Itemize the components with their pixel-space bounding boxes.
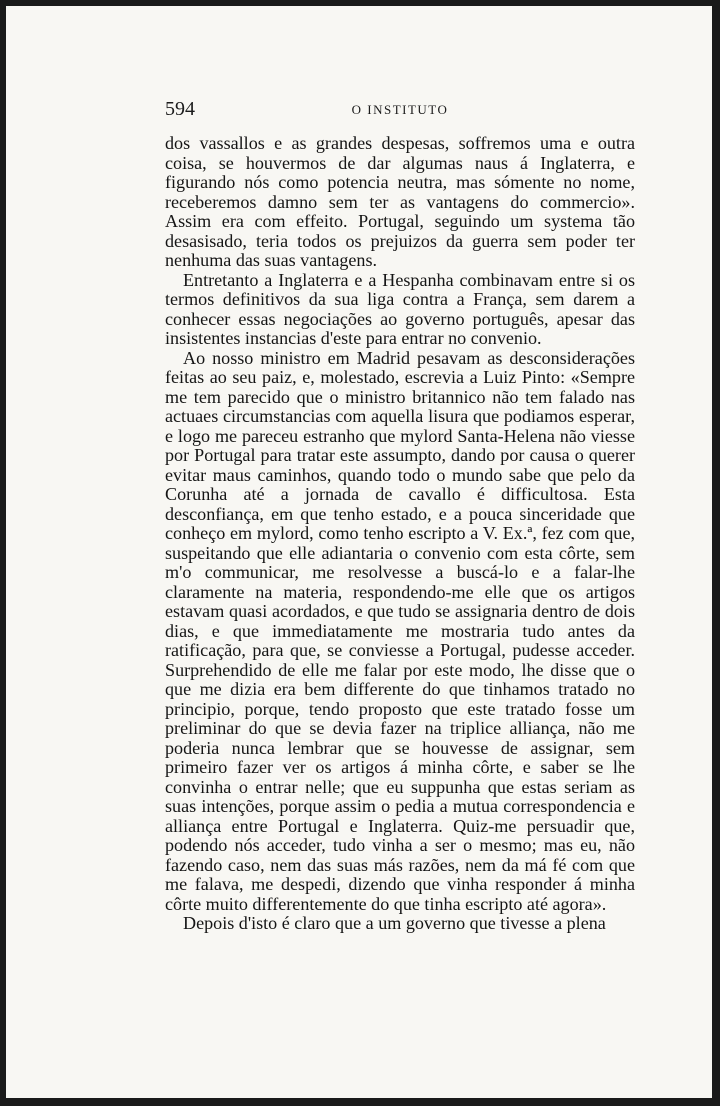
page-number: 594 <box>165 98 195 120</box>
paragraph-2: Entretanto a Inglaterra e a Hespanha combinavam entre si os termos definitivos da sua liga contra a França, sem darem a conhecer essas negociações ao governo português, apesar das insistentes instancias d'este para entrar no convenio. <box>165 269 635 348</box>
scanned-page <box>6 6 712 1098</box>
page-header <box>165 98 635 122</box>
paragraph-4: Depois d'isto é claro que a um governo que tivesse a plena <box>183 913 606 933</box>
paragraph-1: dos vassallos e as grandes despesas, soffremos uma e outra coisa, se houvermos de dar algumas naus á Inglaterra, e figurando nós como potencia neutra, mas sómente no nome, receberemos damno sem ter as vantagens do commercio». Assim era com effeito. Portugal, seguindo um systema tão desasisado, teria todos os prejuizos da guerra sem poder ter nenhuma das suas vantagens. <box>165 133 635 270</box>
body-text <box>165 134 635 934</box>
paragraph-3: Ao nosso ministro em Madrid pesavam as desconsiderações feitas ao seu paiz, e, molestado, escrevia a Luiz Pinto: «Sempre me tem parecido que o ministro britannico não tem falado nas actuaes circumstancias com aquella lisura que podiamos esperar, e logo me pareceu estranho que mylord Santa-Helena não viesse por Portugal para tratar este assumpto, dando por causa o querer evitar maus caminhos, quando todo o mundo sabe que pelo da Corunha até a jornada de cavallo é difficultosa. Esta desconfiança, em que tenho estado, e a pouca sinceridade que conheço em mylord, como tenho escripto a V. Ex.ª, fez com que, suspeitando que elle adiantaria o convenio com esta côrte, sem m'o communicar, me resolvesse a buscá-lo e a falar-lhe claramente na materia, respondendo-me elle que os artigos estavam quasi acordados, e que tudo se assignaria dentro de dois dias, e que immediatamente me mostraria tudo antes da ratificação, para que, se conviesse a Portugal, pudesse acceder. Surprehendido de elle me falar por este modo, lhe disse que o que me dizia era bem differente do que tinhamos tratado no principio, porque, tendo proposto que este tratado fosse um preliminar do que se devia fazer na triplice alliança, não me poderia nunca lembrar que se houvesse de assignar, sem primeiro fazer ver os artigos á minha côrte, e saber se lhe convinha o entrar nelle; que eu suppunha que estas seriam as suas intenções, porque assim o pedia a mutua correspondencia e alliança entre Portugal e Inglaterra. Quiz-me persuadir que, podendo nós acceder, tudo vinha a ser o mesmo; mas eu, não fazendo caso, nem das suas más razões, nem da má fé com que me falava, me despedi, dizendo que vinha responder á minha côrte muito differentemente do que tinha escripto até agora». <box>165 347 635 914</box>
running-title: O INSTITUTO <box>351 102 449 117</box>
